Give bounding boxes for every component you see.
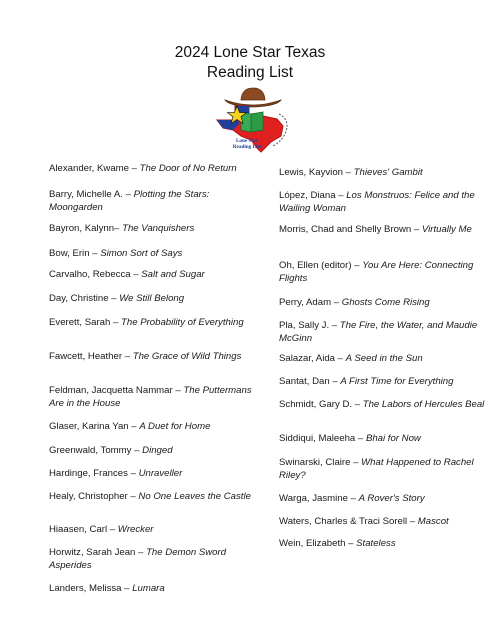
book-title: The Fire, the Water, and Maudie McGinn <box>279 320 478 344</box>
list-item <box>49 444 259 457</box>
list-item <box>49 350 259 363</box>
book-title: A Seed in the Sun <box>345 353 423 364</box>
list-item <box>279 515 489 528</box>
book-author: Glaser, Karina Yan – <box>49 421 140 432</box>
book-author: Oh, Ellen (editor) – <box>279 260 363 271</box>
book-title: Stateless <box>356 538 396 549</box>
book-author: Salazar, Aida – <box>279 353 346 364</box>
book-title: Mascot <box>417 516 449 527</box>
book-author: Alexander, Kwame – <box>49 163 140 174</box>
book-title: Lumara <box>132 583 165 594</box>
list-item <box>279 223 489 236</box>
list-item <box>279 537 489 550</box>
page-title <box>0 43 500 83</box>
book-author: Horwitz, Sarah Jean – <box>49 547 147 558</box>
book-author: Santat, Dan – <box>279 376 341 387</box>
list-item <box>49 316 259 329</box>
list-item <box>49 188 259 214</box>
title-line-2: Reading List <box>206 64 294 81</box>
list-item <box>49 546 259 572</box>
book-title: A Duet for Home <box>139 421 211 432</box>
book-title: Unraveller <box>138 468 183 479</box>
book-title: What Happened to Rachel Riley? <box>279 457 474 481</box>
book-title: A First Time for Everything <box>340 376 454 387</box>
list-item <box>279 319 489 345</box>
list-item <box>279 259 489 285</box>
book-author: Morris, Chad and Shelly Brown – <box>279 224 422 235</box>
book-author: Warga, Jasmine – <box>279 493 359 504</box>
book-title: The Labors of Hercules Beal <box>362 399 485 410</box>
book-title: The Door of No Return <box>139 163 237 174</box>
list-item <box>279 398 489 411</box>
book-author: Carvalho, Rebecca – <box>49 269 142 280</box>
book-title: Wrecker <box>117 524 154 535</box>
book-author: Everett, Sarah – <box>49 317 121 328</box>
list-item <box>279 352 489 365</box>
list-item <box>49 523 259 536</box>
book-author: López, Diana – <box>279 190 347 201</box>
list-item <box>49 490 259 503</box>
list-item <box>49 222 259 235</box>
list-item <box>49 268 259 281</box>
list-item <box>279 166 489 179</box>
book-title: We Still Belong <box>119 293 185 304</box>
book-author: Healy, Christopher – <box>49 491 139 502</box>
book-author: Swinarski, Claire – <box>279 457 362 468</box>
book-author: Day, Christine – <box>49 293 120 304</box>
book-title: A Rover's Story <box>358 493 425 504</box>
list-item <box>279 189 489 215</box>
book-author: Hardinge, Frances – <box>49 468 139 479</box>
book-author: Pla, Sally J. – <box>279 320 340 331</box>
book-author: Lewis, Kayvion – <box>279 167 354 178</box>
list-item <box>49 420 259 433</box>
book-title: Ghosts Come Rising <box>341 297 430 308</box>
list-item <box>279 456 489 482</box>
book-title: Simon Sort of Says <box>100 248 183 259</box>
book-title: Thieves' Gambit <box>353 167 423 178</box>
book-title: Salt and Sugar <box>141 269 205 280</box>
list-item <box>279 296 489 309</box>
book-title: The Vanquishers <box>122 223 195 234</box>
list-item <box>279 432 489 445</box>
list-item <box>49 582 259 595</box>
book-author: Landers, Melissa – <box>49 583 133 594</box>
book-title: Plotting the Stars: Moongarden <box>49 189 210 213</box>
book-title: The Grace of Wild Things <box>132 351 242 362</box>
book-title: Los Monstruos: Felice and the Wailing Woman <box>279 190 475 214</box>
book-title: Dinged <box>142 445 173 456</box>
book-title: The Demon Sword Asperides <box>49 547 227 571</box>
book-author: Greenwald, Tommy – <box>49 445 143 456</box>
list-item <box>49 292 259 305</box>
logo-text-1: Lone Star <box>235 138 259 144</box>
book-author: Hiaasen, Carl – <box>49 524 118 535</box>
lone-star-texas-logo-icon <box>211 84 295 154</box>
title-line-1: 2024 Lone Star Texas <box>174 44 326 61</box>
list-item <box>49 384 259 410</box>
list-item <box>49 162 259 175</box>
book-author: Bow, Erin – <box>49 248 101 259</box>
book-title: The Probability of Everything <box>121 317 244 328</box>
book-author: Barry, Michelle A. – <box>49 189 134 200</box>
book-author: Waters, Charles & Traci Sorell – <box>279 516 418 527</box>
list-item <box>49 467 259 480</box>
book-title: The Puttermans Are in the House <box>49 385 252 409</box>
book-title: Bhai for Now <box>365 433 421 444</box>
book-author: Wein, Elizabeth – <box>279 538 357 549</box>
list-item <box>279 375 489 388</box>
book-author: Bayron, Kalynn– <box>49 223 123 234</box>
book-title: Virtually Me <box>421 224 472 235</box>
book-title: No One Leaves the Castle <box>138 491 251 502</box>
book-author: Siddiqui, Maleeha – <box>279 433 366 444</box>
logo-text-2: Reading List <box>232 144 262 150</box>
book-author: Schmidt, Gary D. – <box>279 399 363 410</box>
book-author: Perry, Adam – <box>279 297 342 308</box>
book-author: Fawcett, Heather – <box>49 351 133 362</box>
list-item <box>49 247 259 260</box>
book-title: You Are Here: Connecting Flights <box>279 260 474 284</box>
list-item <box>279 492 489 505</box>
book-author: Feldman, Jacquetta Nammar – <box>49 385 184 396</box>
